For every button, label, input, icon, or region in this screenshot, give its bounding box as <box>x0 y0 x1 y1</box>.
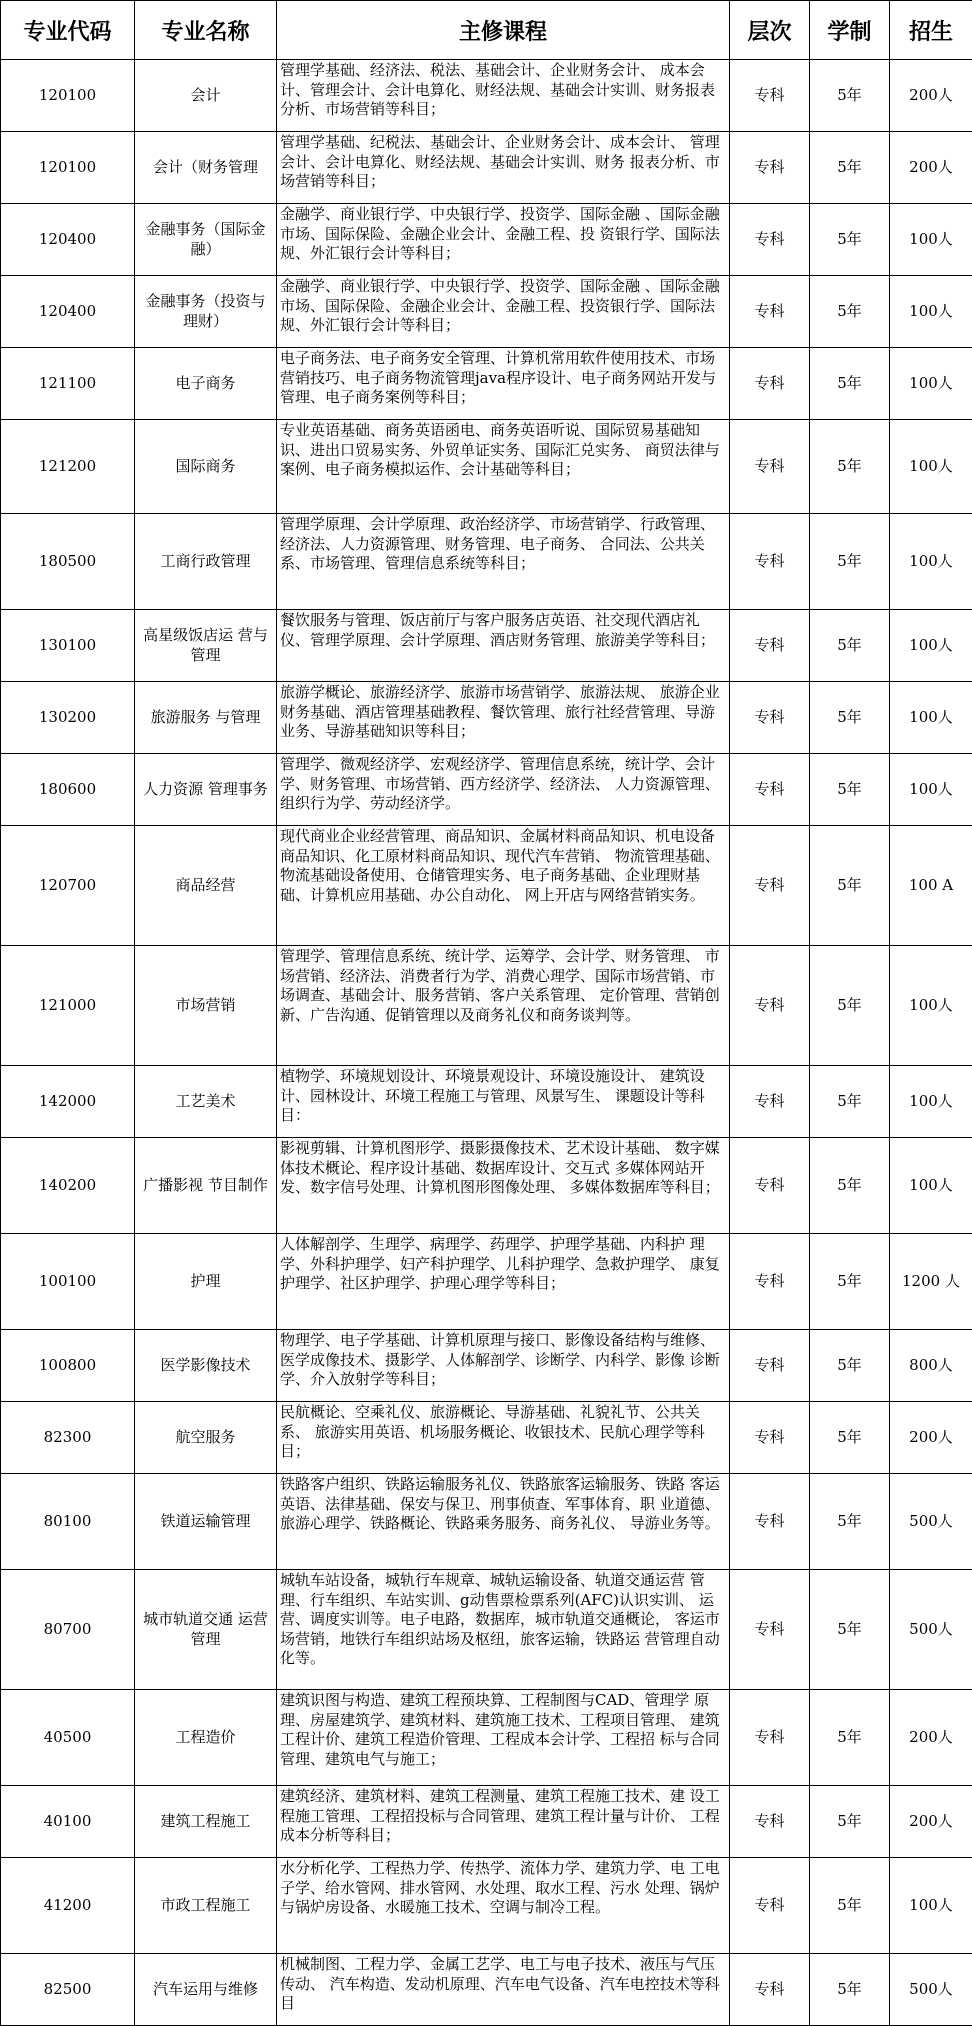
program-name: 电子商务 <box>135 348 277 420</box>
table-row <box>1 1858 972 1954</box>
program-code: 120400 <box>1 276 135 348</box>
program-duration: 5年 <box>810 60 890 132</box>
table-row <box>1 946 972 1066</box>
program-level: 专科 <box>730 682 810 754</box>
program-name: 护理 <box>135 1234 277 1330</box>
program-enroll: 500人 <box>890 1570 972 1690</box>
program-enroll: 200人 <box>890 1786 972 1858</box>
table-row <box>1 514 972 610</box>
program-enroll: 100人 <box>890 610 972 682</box>
program-courses: 餐饮服务与管理、饭店前厅与客户服务店英语、社交现代酒店礼仪、管理学原理、会计学原理、酒店财务管理、旅游美学等科目； <box>277 610 730 682</box>
program-duration: 5年 <box>810 514 890 610</box>
program-level: 专科 <box>730 1066 810 1138</box>
program-level: 专科 <box>730 420 810 514</box>
program-name: 高星级饭店运 营与管理 <box>135 610 277 682</box>
program-name: 工商行政管理 <box>135 514 277 610</box>
program-level: 专科 <box>730 1570 810 1690</box>
program-name: 市政工程施工 <box>135 1858 277 1954</box>
program-enroll: 100人 <box>890 1858 972 1954</box>
program-duration: 5年 <box>810 682 890 754</box>
program-level: 专科 <box>730 60 810 132</box>
program-duration: 5年 <box>810 1234 890 1330</box>
program-courses: 管理学基础、经济法、税法、基础会计、企业财务会计、 成本会计、管理会计、会计电算化、财经法规、基础会计实训、财务报表分析、市场营销等科目； <box>277 60 730 132</box>
table-row <box>1 420 972 514</box>
program-level: 专科 <box>730 1402 810 1474</box>
program-enroll: 800人 <box>890 1330 972 1402</box>
header-row <box>1 1 972 60</box>
program-duration: 5年 <box>810 1474 890 1570</box>
table-row <box>1 1138 972 1234</box>
program-courses: 人体解剖学、生理学、病理学、药理学、护理学基础、内科护 理学、外科护理学、妇产科护理学、儿科护理学、急救护理学、 康复护理学、社区护理学、护理心理学等科目； <box>277 1234 730 1330</box>
program-level: 专科 <box>730 204 810 276</box>
table-row <box>1 1954 972 2026</box>
program-code: 82500 <box>1 1954 135 2026</box>
table-row <box>1 132 972 204</box>
program-code: 121100 <box>1 348 135 420</box>
program-enroll: 100人 <box>890 946 972 1066</box>
program-name: 工艺美术 <box>135 1066 277 1138</box>
program-duration: 5年 <box>810 1330 890 1402</box>
program-enroll: 500人 <box>890 1954 972 2026</box>
program-courses: 现代商业企业经营管理、商品知识、金属材料商品知识、机电设备商品知识、化工原材料商品知识、现代汽车营销、 物流管理基础、物流基础设备使用、仓储管理实务、电子商务基础、企业理财基础、计算机应用基础、办公自动化、 网上开店与网络营销实务。 <box>277 826 730 946</box>
program-name: 建筑工程施工 <box>135 1786 277 1858</box>
program-code: 130100 <box>1 610 135 682</box>
program-duration: 5年 <box>810 1954 890 2026</box>
program-courses: 城轨车站设备，城轨行车规章、城轨运输设备、轨道交通运营 管理、行车组织、车站实训、g动售票检票系列(AFC)认识实训、 运营、调度实训等。电子电路，数据库，城市轨道交通概论， 客运市场营销，地铁行车组织站场及枢纽，旅客运输，铁路运 营管理自动化等。 <box>277 1570 730 1690</box>
program-courses: 建筑识图与构造、建筑工程预块算、工程制图与CAD、管理学 原理、房屋建筑学、建筑材料、建筑施工技术、工程项目管理、 建筑工程计价、建筑工程造价管理、工程成本会计学、工程招 标与合同管理、建筑电气与施工； <box>277 1690 730 1786</box>
program-code: 120400 <box>1 204 135 276</box>
program-enroll: 200人 <box>890 1690 972 1786</box>
program-level: 专科 <box>730 1858 810 1954</box>
program-level: 专科 <box>730 276 810 348</box>
program-level: 专科 <box>730 1234 810 1330</box>
program-code: 140200 <box>1 1138 135 1234</box>
table-row <box>1 1330 972 1402</box>
program-name: 会计（财务管理 <box>135 132 277 204</box>
program-courses: 植物学、环境规划设计、环境景观设计、环境设施设计、 建筑设计、园林设计、环境工程施工与管理、风景写生、 课题设计等科目： <box>277 1066 730 1138</box>
program-courses: 管理学、管理信息系统、统计学、运筹学、会计学、财务管理、 市场营销、经济法、消费者行为学、消费心理学、国际市场营销、市场调查、基础会计、服务营销、客户关系管理、 定价管理、营销创新、广告沟通、促销管理以及商务礼仪和商务谈判等。 <box>277 946 730 1066</box>
program-name: 航空服务 <box>135 1402 277 1474</box>
program-duration: 5年 <box>810 1690 890 1786</box>
header-courses: 主修课程 <box>277 1 730 60</box>
program-enroll: 100人 <box>890 754 972 826</box>
program-courses: 民航概论、空乘礼仪、旅游概论、导游基础、礼貌礼节、公共关系、 旅游实用英语、机场服务概论、收银技术、民航心理学等科目； <box>277 1402 730 1474</box>
program-level: 专科 <box>730 754 810 826</box>
program-code: 142000 <box>1 1066 135 1138</box>
table-row <box>1 348 972 420</box>
header-name: 专业名称 <box>135 1 277 60</box>
program-code: 121000 <box>1 946 135 1066</box>
program-code: 100800 <box>1 1330 135 1402</box>
program-courses: 管理学原理、会计学原理、政治经济学、市场营销学、行政管理、经济法、人力资源管理、财务管理、电子商务、 合同法、公共关系、市场管理、管理信息系统等科目； <box>277 514 730 610</box>
program-duration: 5年 <box>810 132 890 204</box>
table-row <box>1 1474 972 1570</box>
program-code: 120100 <box>1 132 135 204</box>
program-level: 专科 <box>730 610 810 682</box>
program-duration: 5年 <box>810 348 890 420</box>
program-courses: 专业英语基础、商务英语函电、商务英语听说、国际贸易基础知识、进出口贸易实务、外贸单证实务、国际汇兑实务、 商贸法律与案例、电子商务模拟运作、会计基础等科目； <box>277 420 730 514</box>
program-courses: 电子商务法、电子商务安全管理、计算机常用软件使用技术、市场营销技巧、电子商务物流管理java程序设计、电子商务网站开发与管理、电子商务案例等科目； <box>277 348 730 420</box>
header-level: 层次 <box>730 1 810 60</box>
table-row <box>1 60 972 132</box>
program-level: 专科 <box>730 946 810 1066</box>
table-row <box>1 276 972 348</box>
program-name: 金融事务（国际金融） <box>135 204 277 276</box>
program-code: 130200 <box>1 682 135 754</box>
program-code: 41200 <box>1 1858 135 1954</box>
program-code: 100100 <box>1 1234 135 1330</box>
program-enroll: 100人 <box>890 276 972 348</box>
program-name: 旅游服务 与管理 <box>135 682 277 754</box>
program-duration: 5年 <box>810 610 890 682</box>
program-duration: 5年 <box>810 204 890 276</box>
program-courses: 影视剪辑、计算机图形学、摄影摄像技术、艺术设计基础、 数字媒体技术概论、程序设计基础、数据库设计、交互式 多媒体网站开发、数字信号处理、计算机图形图像处理、 多媒体数据库等科目； <box>277 1138 730 1234</box>
program-duration: 5年 <box>810 1138 890 1234</box>
program-name: 工程造价 <box>135 1690 277 1786</box>
program-level: 专科 <box>730 348 810 420</box>
table-row <box>1 1234 972 1330</box>
table-row <box>1 682 972 754</box>
program-enroll: 100人 <box>890 1066 972 1138</box>
program-level: 专科 <box>730 514 810 610</box>
program-code: 120700 <box>1 826 135 946</box>
program-courses: 金融学、商业银行学、中央银行学、投资学、国际金融 、国际金融市场、国际保险、金融企业会计、金融工程、投资银行学、国际法规、外汇银行会计等科目； <box>277 276 730 348</box>
program-enroll: 100人 <box>890 348 972 420</box>
program-enroll: 1200 人 <box>890 1234 972 1330</box>
program-name: 市场营销 <box>135 946 277 1066</box>
program-enroll: 200人 <box>890 60 972 132</box>
program-duration: 5年 <box>810 826 890 946</box>
program-duration: 5年 <box>810 754 890 826</box>
program-enroll: 100人 <box>890 1138 972 1234</box>
table-row <box>1 1786 972 1858</box>
program-code: 121200 <box>1 420 135 514</box>
program-duration: 5年 <box>810 946 890 1066</box>
program-name: 汽车运用与维修 <box>135 1954 277 2026</box>
program-name: 商品经营 <box>135 826 277 946</box>
program-name: 国际商务 <box>135 420 277 514</box>
program-enroll: 100 A <box>890 826 972 946</box>
program-code: 80700 <box>1 1570 135 1690</box>
program-level: 专科 <box>730 1138 810 1234</box>
program-name: 铁道运输管理 <box>135 1474 277 1570</box>
program-courses: 物理学、电子学基础、计算机原理与接口、影像设备结构与维修、 医学成像技术、摄影学、人体解剖学、诊断学、内科学、影像 诊断学、介入放射学等科目； <box>277 1330 730 1402</box>
program-code: 120100 <box>1 60 135 132</box>
program-courses: 铁路客户组织、铁路运输服务礼仪、铁路旅客运输服务、铁路 客运英语、法律基础、保安与保卫、刑事侦查、军事体育、职 业道德、旅游心理学、铁路概论、铁路乘务服务、商务礼仪、 导游业务等。 <box>277 1474 730 1570</box>
program-name: 城市轨道交通 运营管理 <box>135 1570 277 1690</box>
program-level: 专科 <box>730 826 810 946</box>
header-code: 专业代码 <box>1 1 135 60</box>
program-name: 人力资源 管理事务 <box>135 754 277 826</box>
program-name: 会计 <box>135 60 277 132</box>
program-enroll: 100人 <box>890 420 972 514</box>
program-enroll: 100人 <box>890 514 972 610</box>
program-duration: 5年 <box>810 1858 890 1954</box>
table-row <box>1 1690 972 1786</box>
program-enroll: 100人 <box>890 204 972 276</box>
table-row <box>1 1402 972 1474</box>
program-courses: 水分析化学、工程热力学、传热学、流体力学、建筑力学、电 工电子学、给水管网、排水管网、水处理、取水工程、污水 处理、锅炉与锅炉房设备、水暖施工技术、空调与制冷工程。 <box>277 1858 730 1954</box>
program-code: 40100 <box>1 1786 135 1858</box>
program-code: 180500 <box>1 514 135 610</box>
program-level: 专科 <box>730 1954 810 2026</box>
program-name: 医学影像技术 <box>135 1330 277 1402</box>
program-courses: 管理学基础、纪税法、基础会计、企业财务会计、成本会计、 管理会计、会计电算化、财经法规、基础会计实训、财务 报表分析、市场营销等科目； <box>277 132 730 204</box>
table-body <box>1 60 972 2026</box>
program-level: 专科 <box>730 132 810 204</box>
program-duration: 5年 <box>810 1066 890 1138</box>
program-code: 80100 <box>1 1474 135 1570</box>
table-row <box>1 1066 972 1138</box>
program-code: 180600 <box>1 754 135 826</box>
program-enroll: 200人 <box>890 132 972 204</box>
program-name: 广播影视 节目制作 <box>135 1138 277 1234</box>
program-duration: 5年 <box>810 1786 890 1858</box>
program-courses: 机械制图、工程力学、金属工艺学、电工与电子技术、液压与气压传动、 汽车构造、发动机原理、汽车电气设备、汽车电控技术等科目 <box>277 1954 730 2026</box>
program-courses: 管理学、微观经济学、宏观经济学、管理信息系统，统计学、会计学、财务管理、市场营销、西方经济学、经济法、 人力资源管理、组织行为学、劳动经济学。 <box>277 754 730 826</box>
table-row <box>1 754 972 826</box>
table-row <box>1 610 972 682</box>
table-row <box>1 826 972 946</box>
program-level: 专科 <box>730 1330 810 1402</box>
program-courses: 建筑经济、建筑材料、建筑工程测量、建筑工程施工技术、建 设工程施工管理、工程招投标与合同管理、建筑工程计量与计价、 工程成本分析等科目； <box>277 1786 730 1858</box>
program-code: 40500 <box>1 1690 135 1786</box>
program-enroll: 500人 <box>890 1474 972 1570</box>
program-duration: 5年 <box>810 1570 890 1690</box>
program-name: 金融事务（投资与理财） <box>135 276 277 348</box>
table-row <box>1 204 972 276</box>
header-enroll: 招生 <box>890 1 972 60</box>
header-duration: 学制 <box>810 1 890 60</box>
program-courses: 旅游学概论、旅游经济学、旅游市场营销学、旅游法规、 旅游企业财务基础、酒店管理基础教程、餐饮管理、旅行社经营管理、导游业务、导游基础知识等科目； <box>277 682 730 754</box>
program-duration: 5年 <box>810 420 890 514</box>
program-code: 82300 <box>1 1402 135 1474</box>
program-enroll: 100人 <box>890 682 972 754</box>
program-level: 专科 <box>730 1786 810 1858</box>
program-enroll: 200人 <box>890 1402 972 1474</box>
program-level: 专科 <box>730 1690 810 1786</box>
program-duration: 5年 <box>810 1402 890 1474</box>
table-row <box>1 1570 972 1690</box>
program-duration: 5年 <box>810 276 890 348</box>
program-level: 专科 <box>730 1474 810 1570</box>
program-courses: 金融学、商业银行学、中央银行学、投资学、国际金融 、国际金融市场、国际保险、金融企业会计、金融工程、投 资银行学、国际法规、外汇银行会计等科目； <box>277 204 730 276</box>
